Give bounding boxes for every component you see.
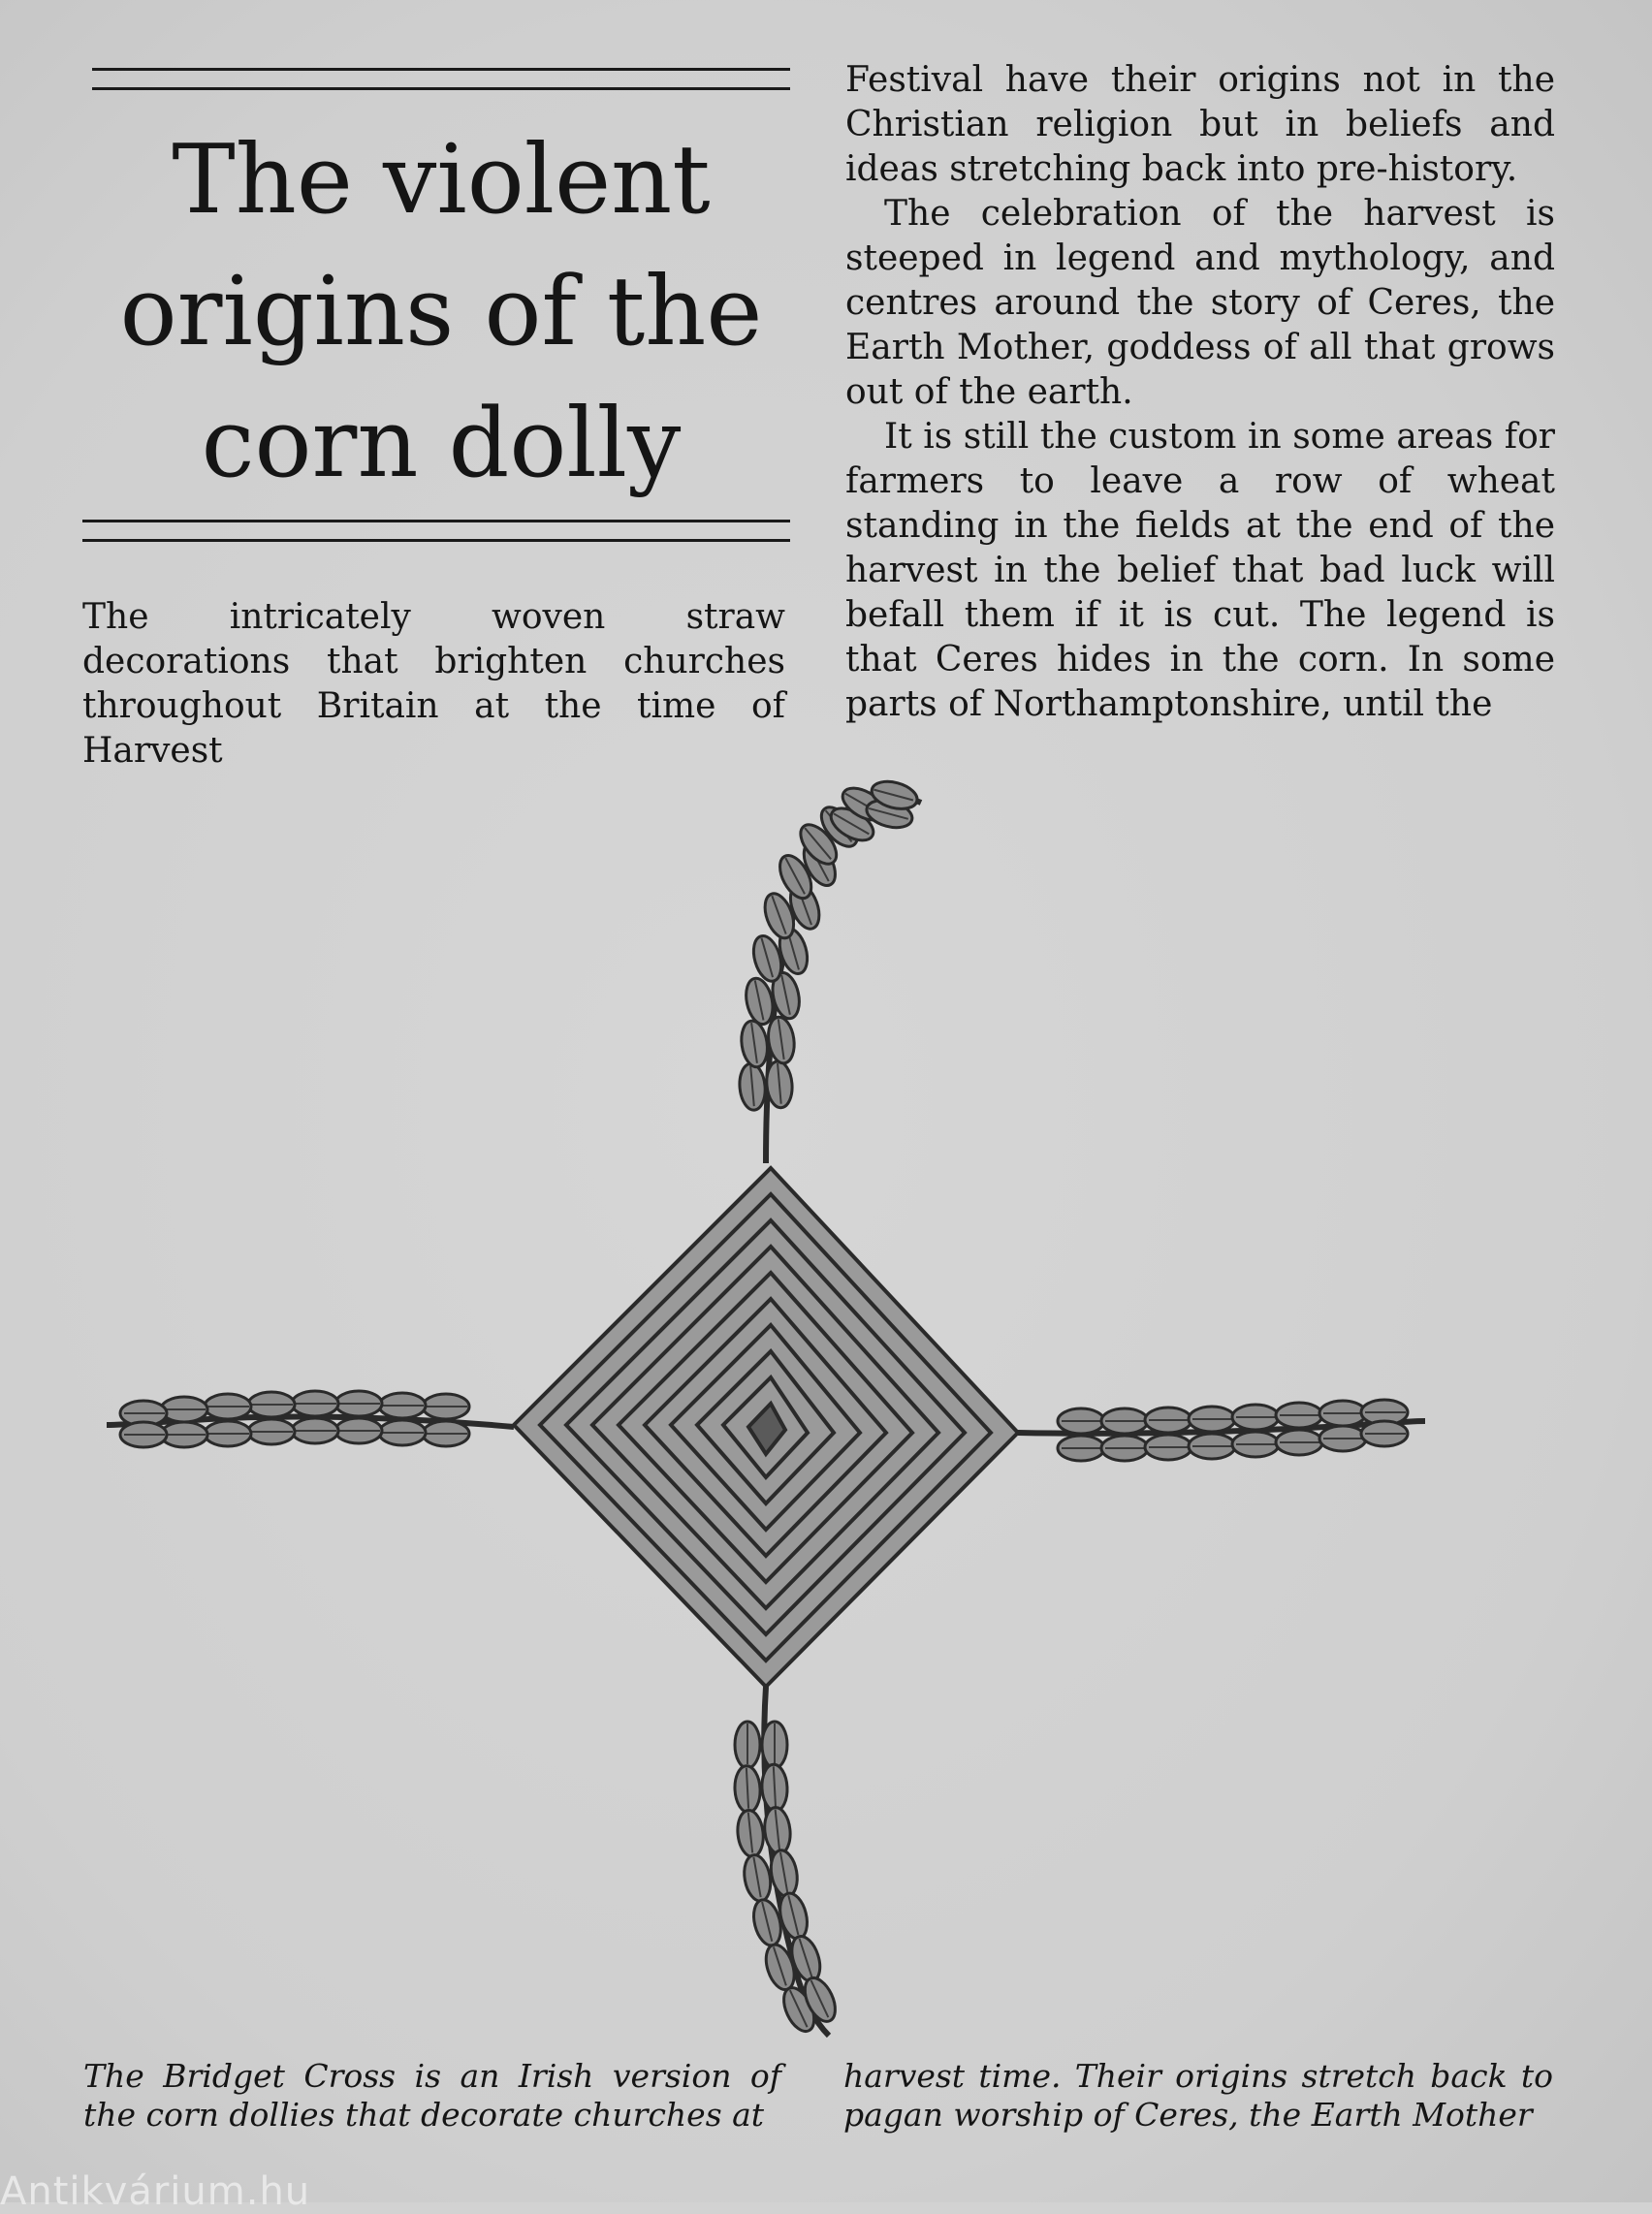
watermark: Antikvárium.hu: [0, 2169, 311, 2214]
title-line-2: origins of the: [119, 257, 763, 367]
caption-right: harvest time. Their origins stretch back to pagan worship of Ceres, the Earth Mother: [843, 2057, 1553, 2134]
wheat-ear-right: [1018, 1400, 1425, 1461]
wheat-ear-bottom: [734, 1687, 842, 2036]
title-line-1: The violent: [172, 125, 711, 236]
woven-diamond: [514, 1168, 1018, 1687]
title-line-3: corn dolly: [201, 389, 682, 499]
wheat-ear-top: [738, 777, 921, 1163]
right-paragraph-3: It is still the custom in some areas for farmers to leave a row of wheat standing in the fields at the end of the harvest in the belief that bad luck will befall them if it is cut. The legend is that Ceres hides in the corn. In some parts of Northamptonshire, until the: [845, 417, 1555, 724]
left-paragraph: The intricately woven straw decorations that brighten churches throughout Britain at the time of Harvest: [82, 597, 785, 771]
wheat-ear-left: [107, 1391, 514, 1447]
caption-left: The Bridget Cross is an Irish version of the corn dollies that decorate churches at: [83, 2057, 781, 2134]
right-paragraph-1: Festival have their origins not in the Christian religion but in beliefs and ideas stretching back into pre-history.: [845, 60, 1555, 189]
right-paragraph-2: The celebration of the harvest is steeped in legend and mythology, and centres around the story of Ceres, the Earth Mother, goddess of all that grows out of the earth.: [845, 194, 1555, 412]
